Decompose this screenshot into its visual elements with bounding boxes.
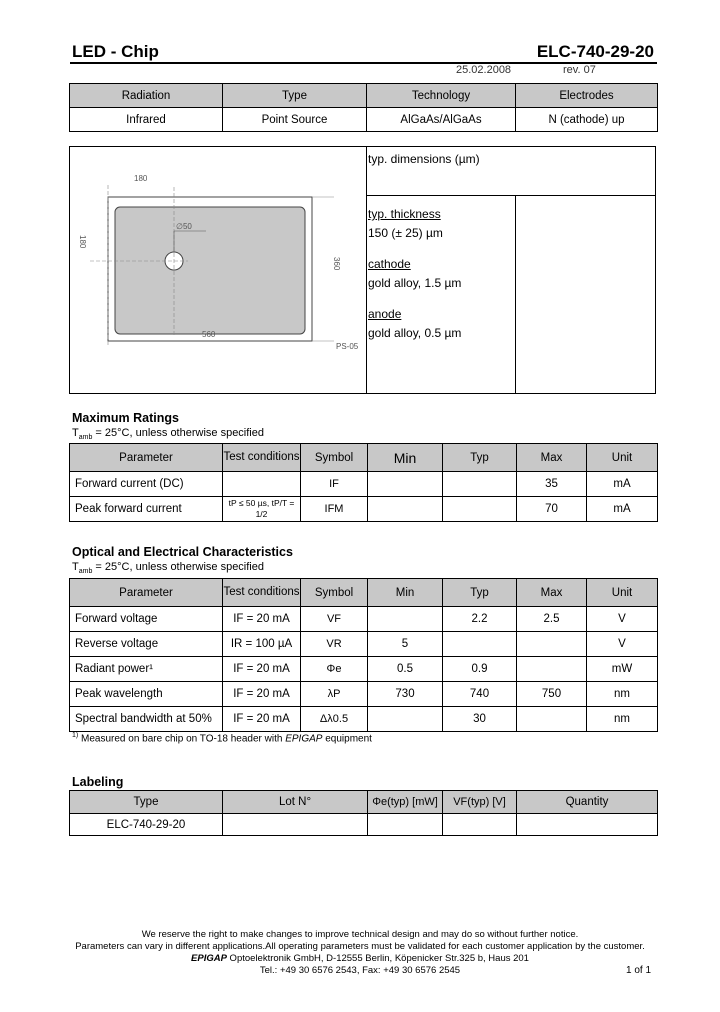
summary-type: Point Source xyxy=(223,108,367,132)
summary-electrodes: N (cathode) up xyxy=(516,108,658,132)
thickness-value: 150 (± 25) µm xyxy=(368,226,443,240)
anode-label: anode xyxy=(368,307,402,321)
dim-bottom-label: 560 xyxy=(202,330,216,339)
footnote: $^{1)}$ Measured on bare chip on TO-18 header with EPIGAP equipment xyxy=(72,732,372,745)
cell-lot xyxy=(223,814,368,836)
dim-left-label: 180 xyxy=(78,235,87,249)
doc-title-left: LED - Chip xyxy=(72,42,159,61)
cell-max xyxy=(517,657,587,682)
cell-unit: mA xyxy=(587,497,658,522)
cell-max xyxy=(517,707,587,732)
col-header: Max xyxy=(517,579,587,607)
cell-min: 5 xyxy=(368,632,443,657)
footer-line1: We reserve the right to make changes to improve technical design and may do so without further notice. xyxy=(141,929,579,940)
cell-typ: 30 xyxy=(443,707,517,732)
col-header: Symbol xyxy=(301,444,368,472)
col-header: Test conditions xyxy=(223,579,301,607)
cell-symbol: λP xyxy=(301,682,368,707)
cell-typ xyxy=(443,497,517,522)
cell-parameter: Peak wavelength xyxy=(70,682,223,707)
dimensions-divider xyxy=(515,195,516,394)
cell-typ: 0.9 xyxy=(443,657,517,682)
footer-address: EPIGAP Optoelektronik GmbH, D-12555 Berlin, Köpenicker Str.325 b, Haus 201 xyxy=(191,953,529,964)
summary-header: Technology xyxy=(367,84,516,108)
footer-line2: Parameters can vary in different applications.All operating parameters must be validated for each customer application by the customer. xyxy=(75,941,645,952)
cell-parameter: Forward current (DC) xyxy=(70,472,223,497)
optical-title: Optical and Electrical Characteristics xyxy=(72,545,293,559)
cell-symbol: VR xyxy=(301,632,368,657)
optical-table xyxy=(69,578,658,732)
col-header: Lot N° xyxy=(223,791,368,814)
col-header: VF(typ) [V] xyxy=(443,791,517,814)
cell-conditions: IR = 100 µA xyxy=(223,632,301,657)
chip-active-area xyxy=(115,207,305,334)
cell-min xyxy=(368,707,443,732)
cell-typ: 740 xyxy=(443,682,517,707)
cell-parameter: Peak forward current xyxy=(70,497,223,522)
cell-unit: nm xyxy=(587,682,658,707)
dimensions-divider xyxy=(366,195,656,196)
col-header: Min xyxy=(368,579,443,607)
anode-value: gold alloy, 0.5 µm xyxy=(368,326,462,340)
cell-typ xyxy=(443,632,517,657)
cell-min: 0.5 xyxy=(368,657,443,682)
max-ratings-table xyxy=(69,443,658,522)
cell-symbol: IFM xyxy=(301,497,368,522)
col-header: Parameter xyxy=(70,579,223,607)
cell-conditions: IF = 20 mA xyxy=(223,682,301,707)
col-header: Unit xyxy=(587,579,658,607)
cell-symbol: IF xyxy=(301,472,368,497)
table-row xyxy=(70,657,658,682)
table-row xyxy=(70,814,658,836)
doc-title-right: ELC-740-29-20 xyxy=(536,42,654,61)
cell-type: ELC-740-29-20 xyxy=(70,814,223,836)
col-header: Quantity xyxy=(517,791,658,814)
cell-parameter: Radiant power¹ xyxy=(70,657,223,682)
cell-min xyxy=(368,497,443,522)
col-header: Max xyxy=(517,444,587,472)
table-row xyxy=(70,682,658,707)
cell-min: 730 xyxy=(368,682,443,707)
summary-table xyxy=(69,83,658,132)
cell-conditions: tP ≤ 50 µs, tP/T = 1/2 xyxy=(223,497,301,522)
doc-revision: rev. 07 xyxy=(563,64,596,76)
dim-top-label: 180 xyxy=(134,174,148,183)
cell-max: 2.5 xyxy=(517,607,587,632)
col-header: Typ xyxy=(443,444,517,472)
col-header: Typ xyxy=(443,579,517,607)
optical-temp: $T_{amb} = 25^\circ C$, unless otherwise specified xyxy=(72,561,264,576)
summary-header: Type xyxy=(223,84,367,108)
cell-symbol: Φe xyxy=(301,657,368,682)
cell-unit: mA xyxy=(587,472,658,497)
col-header: Φe(typ) [mW] xyxy=(368,791,443,814)
cell-max: 70 xyxy=(517,497,587,522)
cell-min xyxy=(368,472,443,497)
col-header: Symbol xyxy=(301,579,368,607)
labeling-table xyxy=(69,790,658,836)
cell-quantity xyxy=(517,814,658,836)
cell-power xyxy=(368,814,443,836)
table-row xyxy=(70,707,658,732)
thickness-label: typ. thickness xyxy=(368,207,441,221)
cell-typ: 2.2 xyxy=(443,607,517,632)
doc-date: 25.02.2008 xyxy=(456,64,512,76)
cell-symbol: VF xyxy=(301,607,368,632)
cell-max: 35 xyxy=(517,472,587,497)
cell-parameter: Forward voltage xyxy=(70,607,223,632)
dim-bond-label: ∅50 xyxy=(176,222,192,231)
summary-radiation: Infrared xyxy=(70,108,223,132)
dimensions-divider xyxy=(366,146,367,394)
dim-right-label: 360 xyxy=(332,257,341,271)
page-number: 1 of 1 xyxy=(626,965,652,976)
table-row xyxy=(70,632,658,657)
footer xyxy=(0,929,720,977)
dimensions-heading: typ. dimensions (µm) xyxy=(368,152,480,166)
cell-unit: V xyxy=(587,607,658,632)
cell-unit: mW xyxy=(587,657,658,682)
cell-symbol: Δλ0.5 xyxy=(301,707,368,732)
col-header: Type xyxy=(70,791,223,814)
cell-max: 750 xyxy=(517,682,587,707)
chip-drawing xyxy=(70,165,366,360)
footer-contact: Tel.: +49 30 6576 2543, Fax: +49 30 6576 2545 xyxy=(259,965,461,976)
cell-unit: nm xyxy=(587,707,658,732)
cell-max xyxy=(517,632,587,657)
cathode-value: gold alloy, 1.5 µm xyxy=(368,276,462,290)
cell-unit: V xyxy=(587,632,658,657)
cell-parameter: Reverse voltage xyxy=(70,632,223,657)
cell-conditions: IF = 20 mA xyxy=(223,707,301,732)
max-ratings-temp: $T_{amb} = 25^\circ C$, unless otherwise specified xyxy=(72,427,264,442)
summary-header: Radiation xyxy=(70,84,223,108)
summary-header: Electrodes xyxy=(516,84,658,108)
table-row xyxy=(70,497,658,522)
cell-typ xyxy=(443,472,517,497)
col-header: Parameter xyxy=(70,444,223,472)
col-header: Unit xyxy=(587,444,658,472)
cell-min xyxy=(368,607,443,632)
max-ratings-title: Maximum Ratings xyxy=(72,411,179,425)
table-row xyxy=(70,607,658,632)
summary-technology: AlGaAs/AlGaAs xyxy=(367,108,516,132)
col-header: Test conditions xyxy=(223,444,301,472)
labeling-title: Labeling xyxy=(72,775,124,789)
col-header: Min xyxy=(368,444,443,472)
table-row xyxy=(70,472,658,497)
cell-voltage xyxy=(443,814,517,836)
cell-parameter: Spectral bandwidth at 50% xyxy=(70,707,223,732)
drawing-id: PS-05 xyxy=(336,342,359,351)
cathode-label: cathode xyxy=(368,257,411,271)
cell-conditions: IF = 20 mA xyxy=(223,607,301,632)
cell-conditions: IF = 20 mA xyxy=(223,657,301,682)
cell-conditions xyxy=(223,472,301,497)
